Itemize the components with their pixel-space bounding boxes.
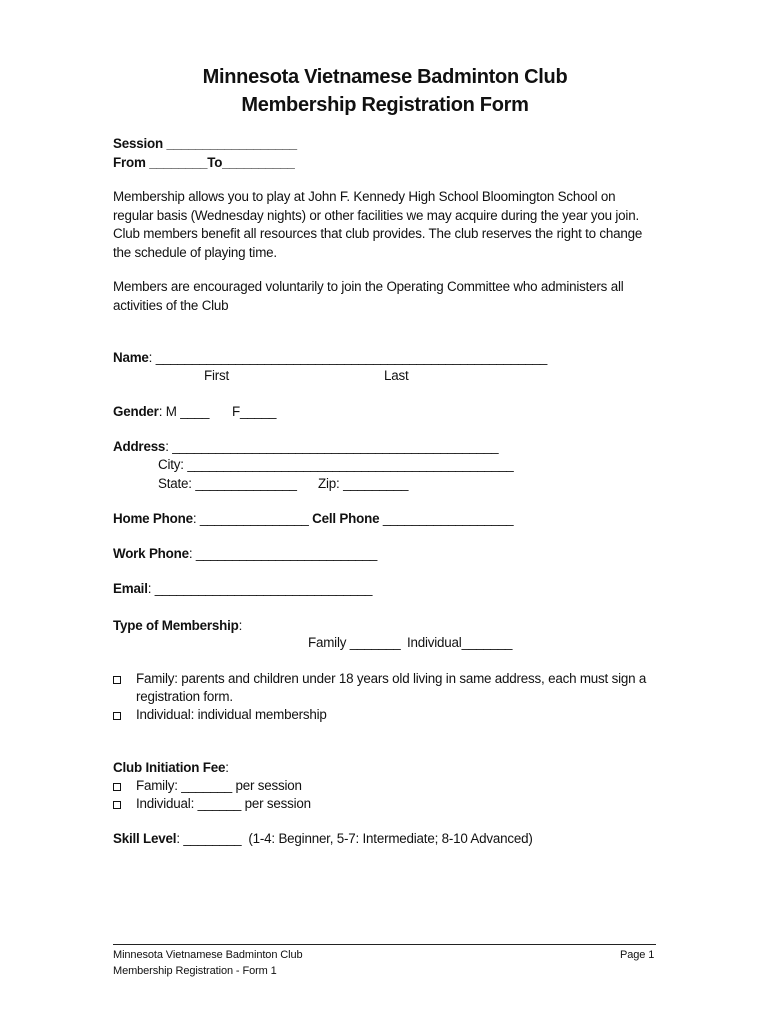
checkbox-icon [113,783,121,793]
fee-label: Club Initiation Fee [113,760,226,775]
city-label: City: [158,457,184,472]
from-to-row [113,155,295,170]
checkbox-icon [113,676,121,686]
committee-paragraph: Members are encouraged voluntarily to join the Operating Committee who administers all activities of the Club [113,279,624,313]
email-label: Email [113,581,148,596]
zip-row [318,476,408,491]
skill-label: Skill Level [113,831,177,846]
from-field[interactable]: ________ [149,155,208,170]
last-caption: Last [384,368,409,383]
individual-description: Individual: individual membership [136,707,327,722]
home-phone-field[interactable]: _______________ [199,511,309,526]
family-description: Family: parents and children under 18 years old living in same address, each must sign a [136,671,647,686]
gender-female-field[interactable]: F_____ [232,404,277,419]
work-phone-field[interactable]: _________________________ [195,546,378,561]
address-row: Address: _____________________________________________ [113,439,499,454]
family-description-cont: registration form. [136,689,233,704]
state-label: State: [158,476,192,491]
page-number: Page 1 [620,949,655,961]
cell-phone-label: Cell Phone [312,511,380,526]
checkbox-icon [113,712,121,722]
fee-individual-field[interactable]: Individual: ______ per session [136,796,311,811]
fee-family-field[interactable]: Family: _______ per session [136,778,302,793]
gender-label: Gender [113,404,159,419]
zip-label: Zip: [318,476,340,491]
name-label: Name [113,350,149,365]
session-row [113,136,297,151]
home-phone-label: Home Phone [113,511,193,526]
work-phone-row: Work Phone: _________________________ [113,546,378,561]
name-field[interactable]: ______________________________________________________ [155,350,548,365]
session-field[interactable]: __________________ [166,136,297,151]
footer-divider [113,944,656,945]
work-phone-label: Work Phone [113,546,189,561]
membership-family-field[interactable]: Family _______ [308,635,401,650]
membership-individual-field[interactable]: Individual_______ [407,635,513,650]
address-label: Address [113,439,166,454]
phone-row: Home Phone: _______________ Cell Phone __________________ [113,511,514,526]
membership-type-label: Type of Membership [113,618,239,633]
gender-male-field[interactable]: M ____ [165,404,210,419]
skill-scale: (1-4: Beginner, 5-7: Intermediate; 8-10 Advanced) [248,831,533,846]
gender-row: Gender: M ____ [113,404,210,419]
email-row: Email: ______________________________ [113,581,373,596]
skill-row: Skill Level: ________ (1-4: Beginner, 5-7: Intermediate; 8-10 Advanced) [113,831,533,846]
form-subtitle: Membership Registration Form [241,94,529,116]
first-caption: First [204,368,230,383]
footer-club-name: Minnesota Vietnamese Badminton Club [113,949,303,961]
zip-field[interactable]: _________ [343,476,409,491]
city-field[interactable]: _____________________________________________ [187,457,514,472]
fee-row: Club Initiation Fee: [113,760,229,775]
skill-field[interactable]: ________ [183,831,242,846]
checkbox-icon [113,801,121,811]
intro-paragraph: Membership allows you to play at John F. Kennedy High School Bloomington School on regular basis (Wednesday nights) or other facilities we may acquire during the year you join. Club members benefit all resources that club provides. The club reserves the right to change the schedule of playing time. [113,189,643,260]
city-row [158,457,513,472]
footer-form-name: Membership Registration - Form 1 [113,965,277,977]
to-label: To [207,155,223,170]
state-row [158,476,297,491]
cell-phone-field[interactable]: __________________ [382,511,514,526]
state-field[interactable]: ______________ [195,476,297,491]
membership-type-row: Type of Membership: [113,618,243,633]
to-field[interactable]: __________ [222,155,295,170]
name-row: Name: ______________________________________________________ [113,350,548,365]
from-label: From [113,155,146,170]
address-field[interactable]: _____________________________________________ [172,439,499,454]
session-label: Session [113,136,163,151]
email-field[interactable]: ______________________________ [154,581,373,596]
form-title: Minnesota Vietnamese Badminton Club [202,66,568,88]
